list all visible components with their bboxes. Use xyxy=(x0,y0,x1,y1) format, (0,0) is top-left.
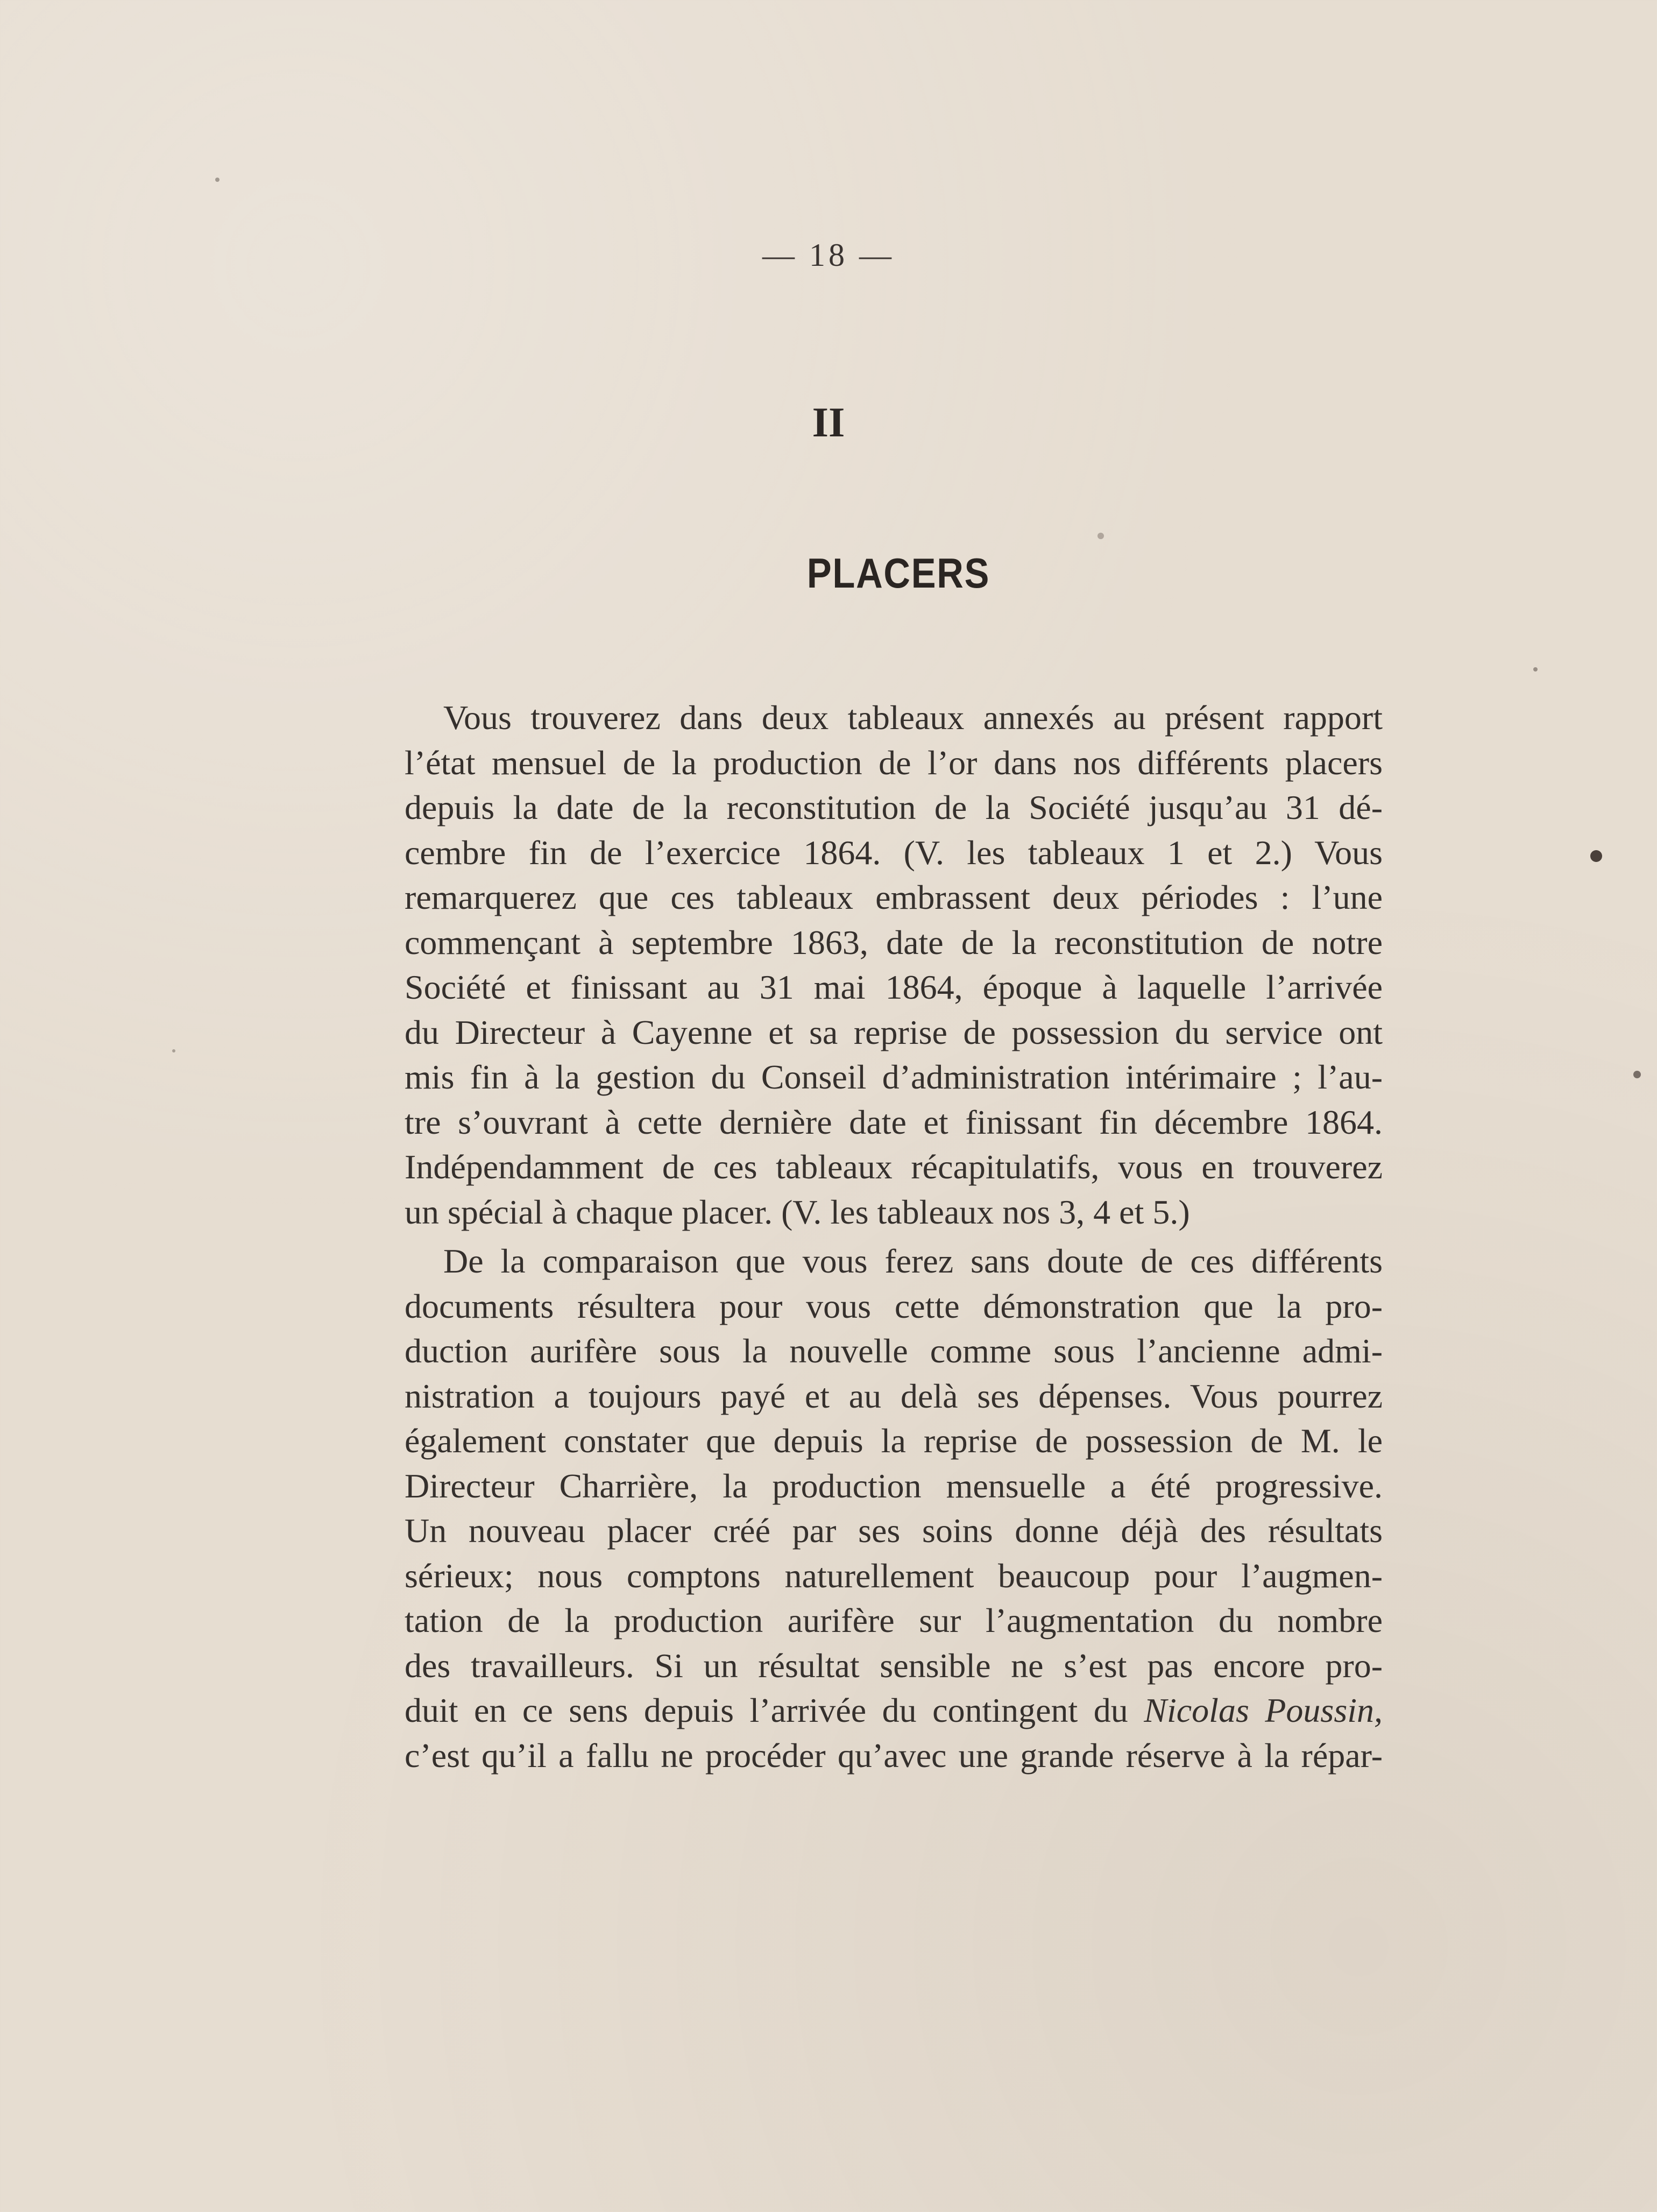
text-line: mis fin à la gestion du Conseil d’administration intérimaire ; l’au- xyxy=(405,1058,1383,1096)
text-line: Un nouveau placer créé par ses soins donne déjà des résultats xyxy=(405,1511,1383,1550)
text-line: duction aurifère sous la nouvelle comme sous l’ancienne admi- xyxy=(405,1332,1383,1370)
text-line: c’est qu’il a fallu ne procéder qu’avec une grande réserve à la répar- xyxy=(405,1736,1383,1775)
text-line: documents résultera pour vous cette démonstration que la pro- xyxy=(405,1287,1383,1325)
text-line: tation de la production aurifère sur l’augmentation du nombre xyxy=(405,1601,1383,1639)
text-line: un spécial à chaque placer. (V. les tableaux nos 3, 4 et 5.) xyxy=(405,1192,1190,1231)
ink-speck xyxy=(1533,667,1538,672)
ink-speck xyxy=(1590,850,1602,862)
page-number: — 18 — xyxy=(762,237,895,273)
text-line: sérieux; nous comptons naturellement beaucoup pour l’augmen- xyxy=(405,1556,1383,1595)
section-title: PLACERS xyxy=(806,549,990,597)
text-line: du Directeur à Cayenne et sa reprise de possession du service ont xyxy=(405,1013,1383,1051)
text-line: Indépendamment de ces tableaux récapitulatifs, vous en trouverez xyxy=(405,1148,1383,1186)
ship-name: Nicolas Poussin, xyxy=(1144,1691,1383,1729)
text-line: Société et finissant au 31 mai 1864, époque à laquelle l’arrivée xyxy=(405,968,1383,1006)
text-line: cembre fin de l’exercice 1864. (V. les tableaux 1 et 2.) Vous xyxy=(405,833,1383,872)
text-line: également constater que depuis la reprise de possession de M. le xyxy=(405,1422,1383,1460)
ink-speck xyxy=(215,178,219,182)
ink-speck xyxy=(172,1049,175,1052)
ink-speck xyxy=(1097,533,1104,539)
text-line: remarquerez que ces tableaux embrassent deux périodes : l’une xyxy=(405,878,1383,916)
text-line: De la comparaison que vous ferez sans doute de ces différents xyxy=(443,1242,1383,1280)
text-line xyxy=(405,1688,1383,1733)
section-number: II xyxy=(812,399,845,446)
text-line: commençant à septembre 1863, date de la reconstitution de notre xyxy=(405,923,1383,962)
text-line: nistration a toujours payé et au delà ses dépenses. Vous pourrez xyxy=(405,1376,1383,1415)
body-text xyxy=(405,695,1383,1778)
text-line: Directeur Charrière, la production mensuelle a été progressive. xyxy=(405,1466,1383,1505)
ink-speck xyxy=(1633,1071,1641,1078)
text-line: des travailleurs. Si un résultat sensible ne s’est pas encore pro- xyxy=(405,1646,1383,1685)
text-fragment: duit en ce sens depuis l’arrivée du contingent du xyxy=(405,1691,1144,1729)
text-line: tre s’ouvrant à cette dernière date et finissant fin décembre 1864. xyxy=(405,1103,1383,1141)
text-line: l’état mensuel de la production de l’or dans nos différents placers xyxy=(405,743,1383,782)
text-line: depuis la date de la reconstitution de la Société jusqu’au 31 dé- xyxy=(405,788,1383,826)
text-line: Vous trouverez dans deux tableaux annexés au présent rapport xyxy=(443,698,1383,737)
